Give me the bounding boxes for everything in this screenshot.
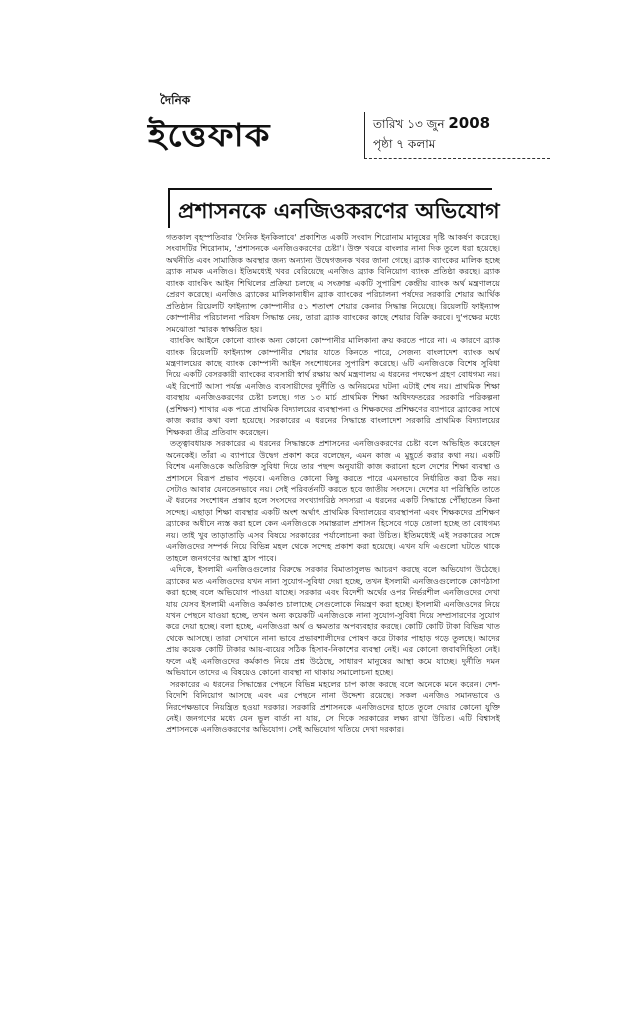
article-paragraph: এদিকে, ইসলামী এনজিওগুলোর বিরুদ্ধে সরকার বিমাতাসুলভ আচরণ করছে বলে অভিযোগ উঠেছে। ব্র্যাকের মত এনজিওদের যখন নানা সুযোগ-সুবিধা দেয়া হচ্ছে, তখন ইসলামী এনজিওগুলোকে কোণঠাসা করা হচ্ছে বলে অভিযোগ পাওয়া যাচ্ছে। সরকার এবং বিদেশী অর্থের ওপর নির্ভরশীল এনজিওদের দেখা যায় যেসব ইসলামী এনজিও কর্মকাণ্ড চালাচ্ছে সেগুলোকে নিয়ন্ত্রণ করা হচ্ছে। ইসলামী এনজিওদের নিয়ে যখন পেছনে যাওয়া হচ্ছে, তখন অন্য কয়েকটি এনজিওকে নানা সুযোগ-সুবিধা দিয়ে সম্প্রসারণের সুযোগ করে দেয়া হচ্ছে। বলা হচ্ছে, এনজিওরা অর্থ ও ক্ষমতার অপব্যবহার করছে। কোটি কোটি টাকা বিভিন্ন খাত থেকে আসছে। তারা সেখানে নানা ভাবে প্রভাবশালীদের পোষণ করে টাকার পাহাড় গড়ে তুলছে। আদের প্রায় কয়েক কোটি টাকার আয়-ব্যয়ের সঠিক হিসাব-নিকাশের ব্যবস্থা নেই। এর কোনো জবাবদিহিতা নেই। ফলে এই এনজিওদের কর্মকাণ্ড নিয়ে প্রশ্ন উঠেছে, সাধারণ মানুষের আস্থা কমে যাচ্ছে। দুর্নীতি দমন অভিযানে তাদের এ বিষয়েও কোনো ব্যবস্থা না থাকায় সমালোচনা হচ্ছে। [166, 564, 500, 678]
stamp-date-value: ১৩ জুন [407, 117, 445, 131]
newspaper-name: ইত্তেফাক [148, 116, 271, 154]
stamp-date-label: তারিখ [373, 117, 404, 131]
newspaper-masthead [148, 92, 318, 162]
stamp-page-label: পৃষ্ঠা [373, 137, 393, 151]
article-paragraph: গতকাল বৃহস্পতিবার 'দৈনিক ইনকিলাবে' প্রকাশিত একটি সংবাদ শিরোনাম মানুষের দৃষ্টি আকর্ষণ করেছে। সংবাদটির শিরোনাম, 'প্রশাসনকে এনজিওকরণের চেষ্টা'। উক্ত খবরে বাংলার নানা দিক তুলে ধরা হয়েছে। অর্থনীতি এবং সামাজিক অবস্থার জন্য অন্যান্য উদ্বেগজনক খবর জানা গেছে। ব্র্যাক ব্যাংকের মালিক হচ্ছে ব্র্যাক নামক এনজিও। ইতিমধ্যেই খবর বেরিয়েছে এনজিও ব্র্যাক বিনিয়োগ ব্যাংক প্রতিষ্ঠা করছে। ব্র্যাক ব্যাংক ব্যাংকিং আইন শিথিলের প্রক্রিয়া চলছে এ সংক্রান্ত একটি সুপারিশ কেন্দ্রীয় ব্যাংক অর্থ মন্ত্রণালয়ে প্রেরণ করেছে। এনজিও ব্র্যাকের মালিকানাধীন ব্র্যাক ব্যাংকের পরিচালনা পর্ষদের সরকারি শেয়ার আর্থিক প্রতিষ্ঠান রিয়েলটি ফাইন্যান্স কোম্পানীর ৫১ শতাংশ শেয়ার কেনার সিদ্ধান্ত নিয়েছে। রিয়েলটি ফাইন্যান্স কোম্পানীর পরিচালনা পরিষদ সিদ্ধান্ত নেয়, তারা ব্র্যাক ব্যাংকের কাছে শেয়ার বিক্রি করবে। দু'পক্ষের মধ্যে সমঝোতা স্মারক স্বাক্ষরিত হয়। [166, 232, 500, 334]
article-paragraph: সরকারের এ ধরনের সিদ্ধান্তের পেছনে বিভিন্ন মহলের চাপ কাজ করছে বলে অনেকে মনে করেন। দেশ-বিদেশি বিনিয়োগ আসছে এবং এর পেছনে নানা উদ্দেশ্য রয়েছে। সকল এনজিও সমানভাবে ও নিরপেক্ষভাবে নিয়ন্ত্রিত হওয়া দরকার। সরকারি প্রশাসনকে এনজিওদের হাতে তুলে দেয়ার কোনো যুক্তি নেই। জনগণের মধ্যে যেন ভুল বার্তা না যায়, সে দিকে সরকারের লক্ষ্য রাখা উচিত। এটি বিশ্বাসই প্রশাসনকে এনজিওকরণের অভিযোগ। সেই অভিযোগ খতিয়ে দেখা দরকার। [166, 678, 500, 735]
article-body [166, 232, 500, 1002]
stamp-page-row [373, 136, 435, 156]
date-stamp [364, 112, 550, 159]
masthead-kicker: দৈনিক [160, 93, 191, 107]
article-headline: প্রশাসনকে এনজিওকরণের অভিযোগ [178, 198, 500, 223]
stamp-date-row [373, 114, 490, 136]
article-paragraph: তত্ত্বাবধায়ক সরকারের এ ধরনের সিদ্ধান্তকে প্রশাসনের এনজিওকরণের চেষ্টা বলে অভিহিত করেছেন অনেকেই। তাঁরা এ ব্যাপারে উদ্বেগ প্রকাশ করে বলেছেন, এমন কাজ এ মুহূর্তে করার কথা নয়। একটি বিশেষ এনজিওকে অতিরিক্ত সুবিধা দিয়ে তার পছন্দ অনুযায়ী কাজ করানো হলে দেশের শিক্ষা ব্যবস্থা ও প্রশাসনে বিরূপ প্রভাব পড়বে। এনজিও কোনো কিছু করতে পারে এমনভাবে নির্ধারিত করা ঠিক নয়। সেটাও আবার যেনতেনভাবে নয়। সেই পরিবর্তনটি করতে হবে জাতীয় সংসদে। দেশের যা পরিস্থিতি তাতে ঐ ধরনের সংশোধন প্রস্তাব হলে সংসদের সংখ্যাগরিষ্ঠ সদস্যরা এ ধরনের একটি সিদ্ধান্তে পৌঁছাতেন কিনা সন্দেহ। এছাড়া শিক্ষা ব্যবস্থার একটি অংশ অর্থাৎ প্রাথমিক বিদ্যালয়ের ব্যবস্থাপনা এবং শিক্ষকদের প্রশিক্ষণ ব্র্যাকের অধীনে ন্যস্ত করা হলে কেন এনজিওকে সমান্তরাল প্রশাসন হিসেবে গড়ে তোলা হচ্ছে তা বোধগম্য নয়। তাই খুব তাড়াতাড়ি এসব বিষয়ে সরকারের পর্যালোচনা করা উচিত। ইতিমধ্যেই এই সরকারের সঙ্গে এনজিওদের সম্পর্ক নিয়ে বিভিন্ন মহল থেকে সন্দেহ প্রকাশ করা হয়েছে। এখন যদি এগুলো ঘটতে থাকে তাহলে জনগণের আস্থা হ্রাস পাবে। [166, 438, 500, 563]
stamp-column-label: কলাম [407, 137, 436, 151]
stamp-page-value: ৭ [396, 137, 405, 151]
article-paragraph: ব্যাংকিং আইনে কোনো ব্যাংক অন্য কোনো কোম্পানীর মালিকানা ক্রয় করতে পারে না। এ কারণে ব্র্যাক ব্যাংক রিয়েলটি ফাইন্যান্স কোম্পানীর শেয়ার যাতে কিনতে পারে, সেজন্য বাংলাদেশ ব্যাংক অর্থ মন্ত্রণালয়ের কাছে ব্যাংক কোম্পানী আইন সংশোধনের সুপারিশ করেছে। ৬টি এনজিওকে বিশেষ সুবিধা দিয়ে একটি বেসরকারী ব্যাংকের ব্যবসায়ী স্বার্থ রক্ষায় অর্থ মন্ত্রণালয় এ ধরনের পদক্ষেপ গ্রহণ বোধগম্য নয়। এই রিপোর্ট আসা পর্যন্ত এনজিও ব্যবসায়ীদের দুর্নীতি ও অনিয়মের ঘটনা এটাই শেষ নয়। প্রাথমিক শিক্ষা ব্যবস্থায় এনজিওকরণের চেষ্টা চলছে। গত ১৩ মার্চ প্রাথমিক শিক্ষা অধিদফতরের সরকারি পরিকল্পনা (প্রশিক্ষণ) শাখার এক পত্রে প্রাথমিক বিদ্যালয়ের ব্যবস্থাপনা ও শিক্ষকদের প্রশিক্ষণের ব্যাপারে ব্র্যাকের সাথে কাজ করার কথা বলা হয়েছে। সরকারের এ ধরনের সিদ্ধান্তে বাংলাদেশ সরকারি প্রাথমিক বিদ্যালয়ের শিক্ষকরা তীব্র প্রতিবাদ করেছেন। [166, 335, 500, 437]
stamp-year: 2008 [448, 114, 491, 132]
